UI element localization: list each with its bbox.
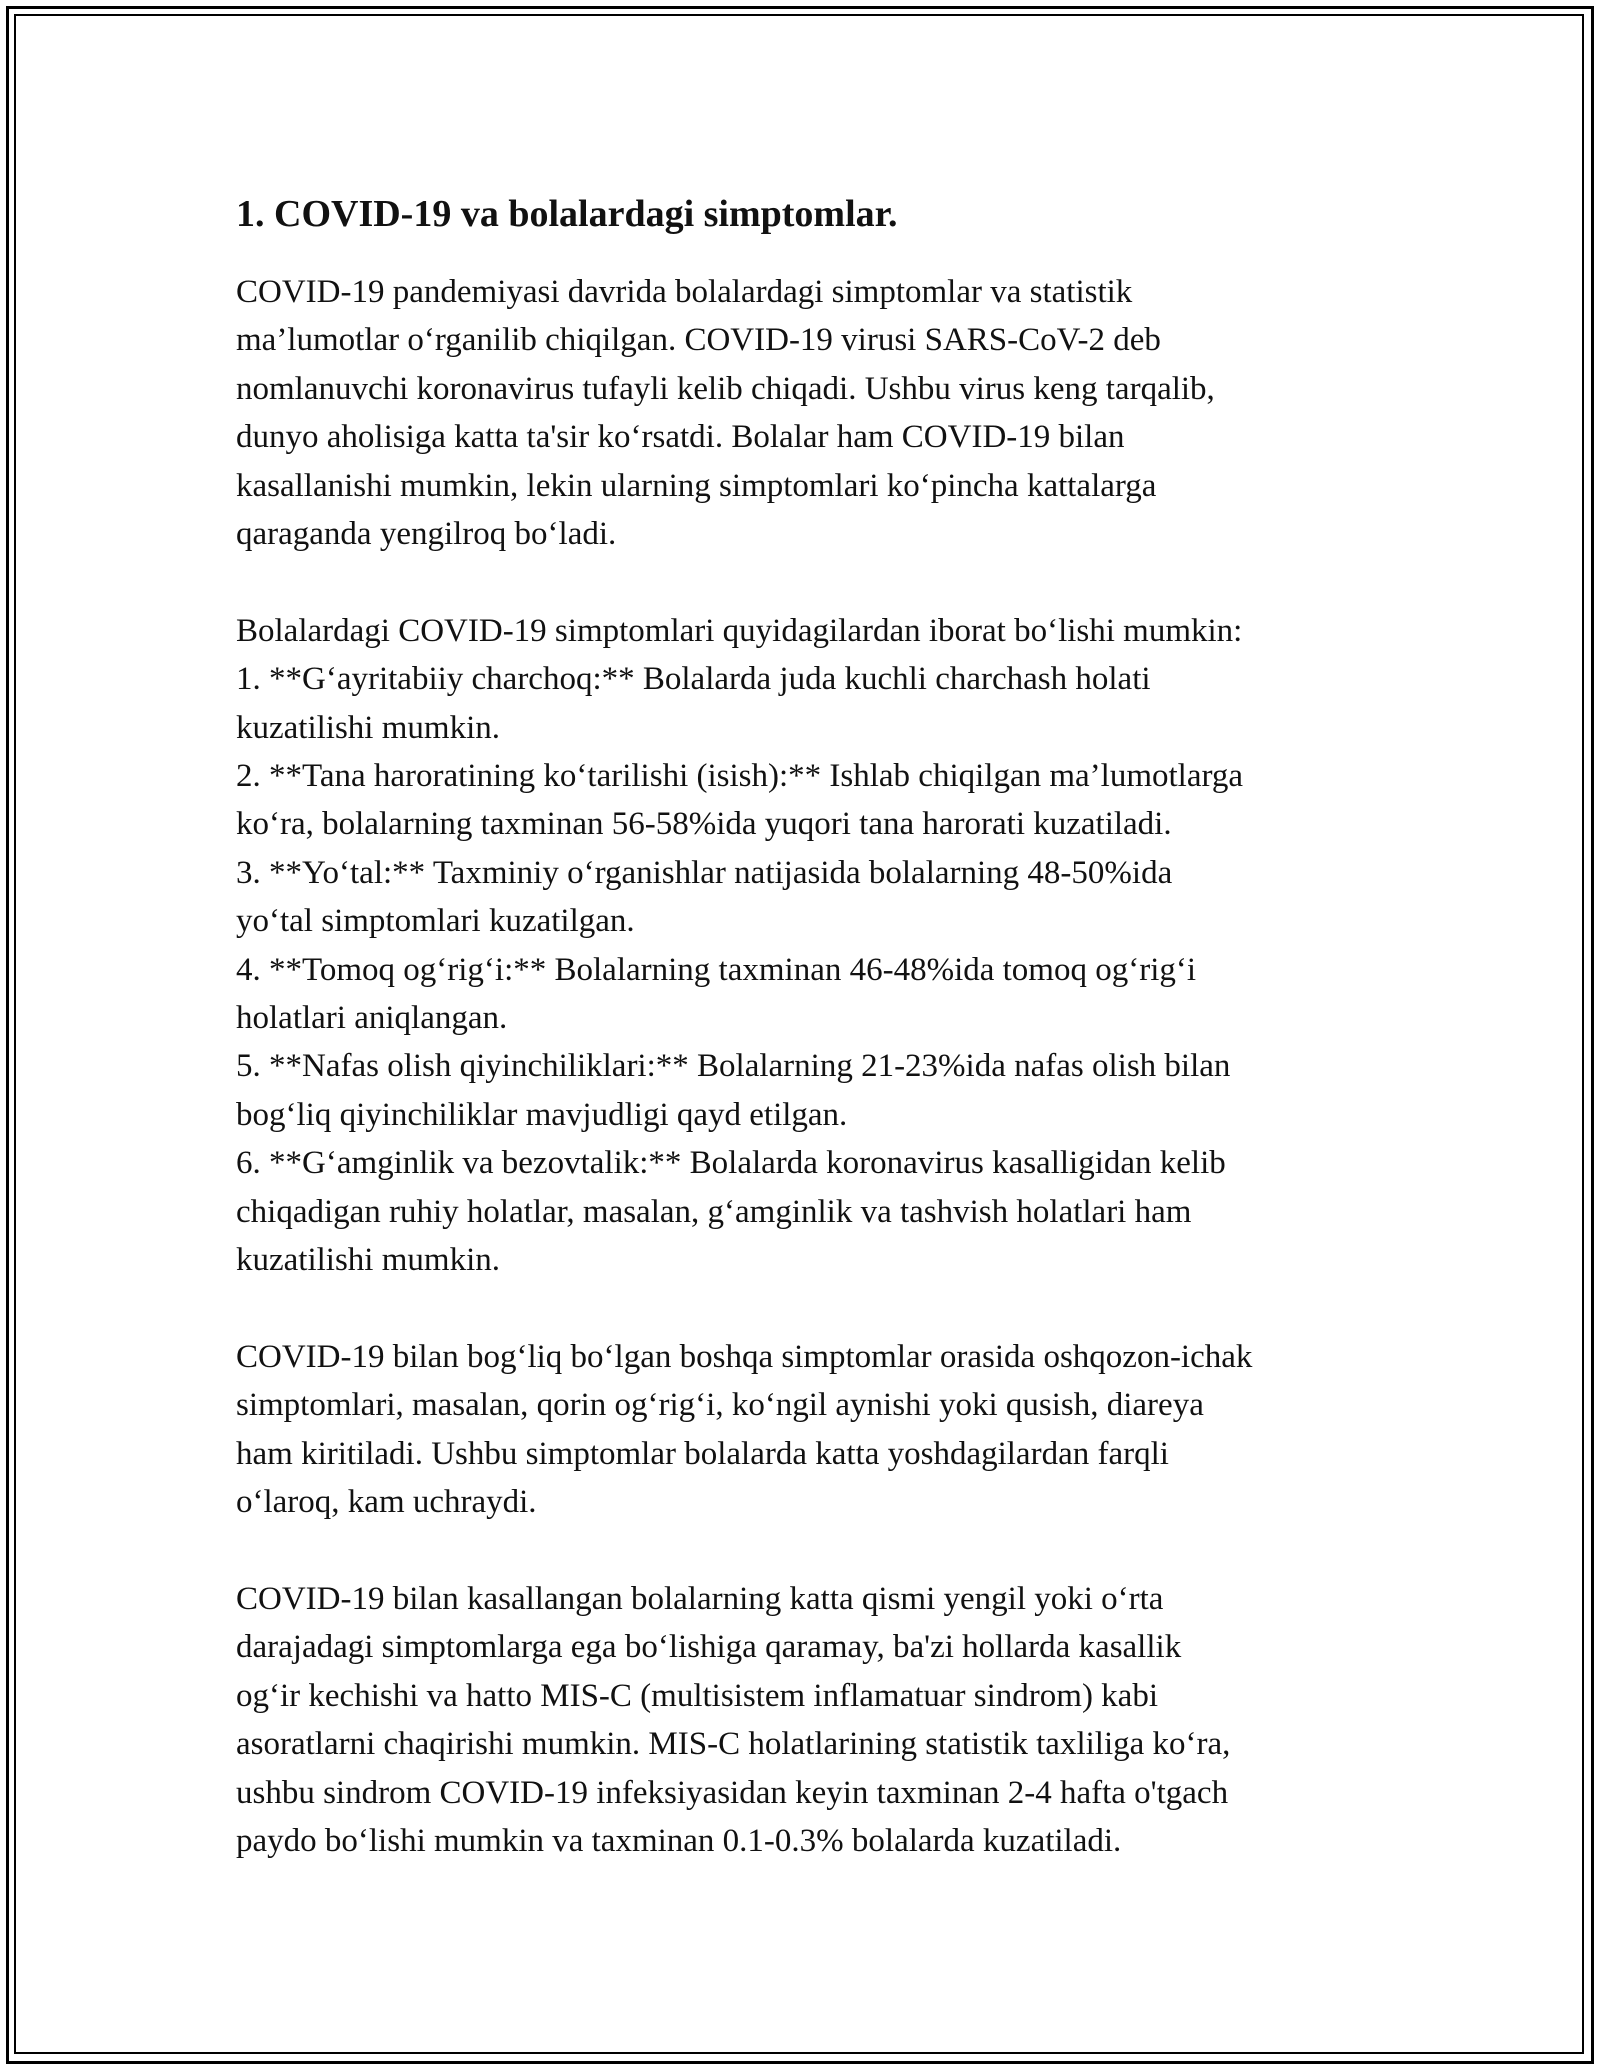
text-line: darajadagi simptomlarga ega bo‘lishiga qaramay, ba'zi hollarda kasallik [236,1629,1182,1666]
text-line: ham kiritiladi. Ushbu simptomlar bolalarda katta yoshdagilardan farqli [236,1435,1169,1472]
text-line: simptomlari, masalan, qorin og‘rig‘i, ko‘ngil aynishi yoki qusish, diareya [236,1387,1204,1424]
list-item-line: 5. **Nafas olish qiyinchiliklari:** Bolalarning 21-23%ida nafas olish bilan [236,1048,1231,1085]
text-line: o‘laroq, kam uchraydi. [236,1484,537,1521]
text-line: COVID-19 bilan bog‘liq bo‘lgan boshqa simptomlar orasida oshqozon-ichak [236,1338,1253,1375]
text-line: COVID-19 bilan kasallangan bolalarning katta qismi yengil yoki o‘rta [236,1580,1164,1617]
text-line: COVID-19 pandemiyasi davrida bolalardagi simptomlar va statistik [236,274,1133,310]
document-title: 1. COVID-19 va bolalardagi simptomlar. [236,193,898,235]
text-line: ma’lumotlar o‘rganilib chiqilgan. COVID-19 virusi SARS-CoV-2 deb [236,322,1161,359]
paragraph-gap [236,1527,1386,1575]
paragraph-symptom-list [236,607,1386,1285]
text-line: qaraganda yengilroq bo‘ladi. [236,516,617,553]
text-line: paydo bo‘lishi mumkin va taxminan 0.1-0.3% bolalarda kuzatiladi. [236,1822,1122,1859]
paragraph-intro [236,268,1386,558]
text-line: nomlanuvchi koronavirus tufayli kelib chiqadi. Ushbu virus keng tarqalib, [236,370,1215,407]
paragraph-gap [236,1285,1386,1333]
text-line: Bolalardagi COVID-19 simptomlari quyidagilardan iborat bo‘lishi mumkin: [236,612,1243,649]
list-item-line: 6. **G‘amginlik va bezovtalik:** Bolalarda koronavirus kasalligidan kelib [236,1145,1226,1182]
list-item-line: yo‘tal simptomlari kuzatilgan. [236,903,635,940]
list-item-line: 1. **G‘ayritabiiy charchoq:** Bolalarda juda kuchli charchash holati [236,661,1151,698]
text-line: dunyo aholisiga katta ta'sir ko‘rsatdi. Bolalar ham COVID-19 bilan [236,419,1125,456]
list-item-line: bog‘liq qiyinchiliklar mavjudligi qayd etilgan. [236,1096,848,1133]
list-item-line: kuzatilishi mumkin. [236,709,500,746]
text-line: asoratlarni chaqirishi mumkin. MIS-C holatlarining statistik taxliliga ko‘ra, [236,1726,1231,1763]
list-item-line: 4. **Tomoq og‘rig‘i:** Bolalarning taxminan 46-48%ida tomoq og‘rig‘i [236,951,1197,988]
list-item-line: 2. **Tana haroratining ko‘tarilishi (isish):** Ishlab chiqilgan ma’lumotlarga [236,758,1244,795]
paragraph-mis-c [236,1575,1386,1865]
list-item-line: 3. **Yo‘tal:** Taxminiy o‘rganishlar natijasida bolalarning 48-50%ida [236,854,1173,891]
paragraph-gap [236,558,1386,606]
text-line: ushbu sindrom COVID-19 infeksiyasidan keyin taxminan 2-4 hafta o'tgach [236,1774,1229,1811]
text-line: kasallanishi mumkin, lekin ularning simptomlari ko‘pincha kattalarga [236,467,1157,504]
text-line: og‘ir kechishi va hatto MIS-C (multisistem inflamatuar sindrom) kabi [236,1677,1159,1714]
list-item-line: ko‘ra, bolalarning taxminan 56-58%ida yuqori tana harorati kuzatiladi. [236,806,1172,843]
list-item-line: holatlari aniqlangan. [236,1000,508,1037]
list-item-line: kuzatilishi mumkin. [236,1242,500,1279]
document-body [236,190,1386,1865]
paragraph-other-symptoms [236,1333,1386,1527]
list-item-line: chiqadigan ruhiy holatlar, masalan, g‘amginlik va tashvish holatlari ham [236,1193,1192,1230]
